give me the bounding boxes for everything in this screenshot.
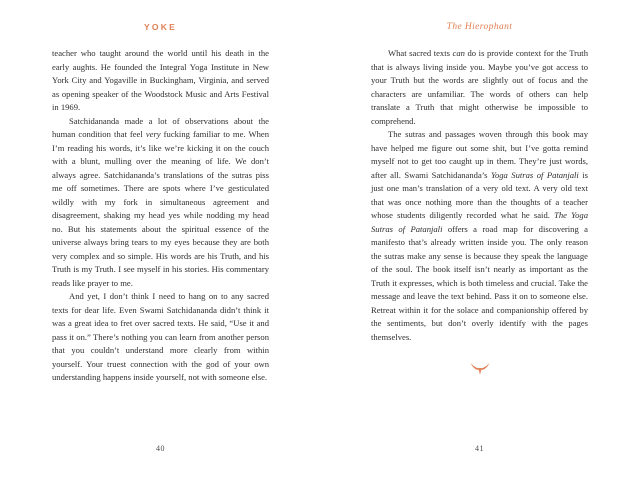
body-paragraph: Satchidananda made a lot of observations about the human condition that feel very fucking familiar to me. When I’m reading his words, it’s like we’re kicking it on the couch with a blunt, mulling over the meaning of life. We don’t always agree. Satchidananda’s translations of the sutras piss me off sometimes. There are spots where I’ve gesticulated wildly with my fork in simultaneous agreement and disagreement, shaking my head yes while nodding my head no. But his statements about the spiritual essence of the universe always bring tears to my eyes because they are both very complex and so simple. His words are his Truth, and his Truth is my Truth. I see myself in his stories. His commentary reads like prayer to me. bbox=[52, 115, 269, 288]
body-paragraph: The sutras and passages woven through this book may have helped me figure out some shit, but I’ve gotta remind myself not to get too caught up in them. They’re just words, after all. Swami Satchidananda’s Yoga Sutras of Patanjali is just one man’s translation of a very old text. A very old text that was once nothing more than the thoughts of a teacher whose students diligently recorded what he said. The Yoga Sutras of Patanjali offers a road map for discovering a manifesto that’s already written inside you. The only reason the sutras make any sense is because they speak the language of the soul. The book itself isn’t nearly as important as the Truth it expresses, which is both timeless and crucial. Take the message and leave the text behind. Pass it on to someone else. Retreat within it for the solace and companionship offered by the sentiments, but don’t overly identify with the pages themselves. bbox=[371, 129, 588, 342]
page-number-right: 41 bbox=[475, 444, 484, 453]
running-head-book-title: YOKE bbox=[144, 22, 177, 32]
page-right-body bbox=[371, 47, 588, 344]
moth-ornament-icon bbox=[470, 362, 490, 379]
body-paragraph: What sacred texts can do is provide context for the Truth that is always living inside you. Maybe you’ve got access to your Truth but the words are slightly out of focus and the characters are unfamiliar. The words of others can help translate a Truth that might otherwise be impossible to comprehend. bbox=[371, 48, 588, 126]
body-paragraph: teacher who taught around the world until his death in the early aughts. He founded the Integral Yoga Institute in New York City and Yogaville in Buckingham, Virginia, and served as opening speaker of the Woodstock Music and Arts Festival in 1969. bbox=[52, 48, 269, 112]
page-number-left: 40 bbox=[156, 444, 165, 453]
page-right bbox=[320, 0, 640, 480]
running-head-chapter-title: The Hierophant bbox=[446, 22, 513, 32]
page-left-body bbox=[52, 47, 269, 385]
section-break-ornament bbox=[371, 362, 588, 380]
body-paragraph: And yet, I don’t think I need to hang on to any sacred texts for dear life. Even Swami Satchidananda didn’t think it was a great idea to fret over sacred texts. He said, “Use it and pass it on.” There’s nothing you can learn from another person that you couldn’t understand more clearly from within yourself. Your truest connection with the god of your own understanding happens inside yourself, not with someone else. bbox=[52, 291, 269, 382]
